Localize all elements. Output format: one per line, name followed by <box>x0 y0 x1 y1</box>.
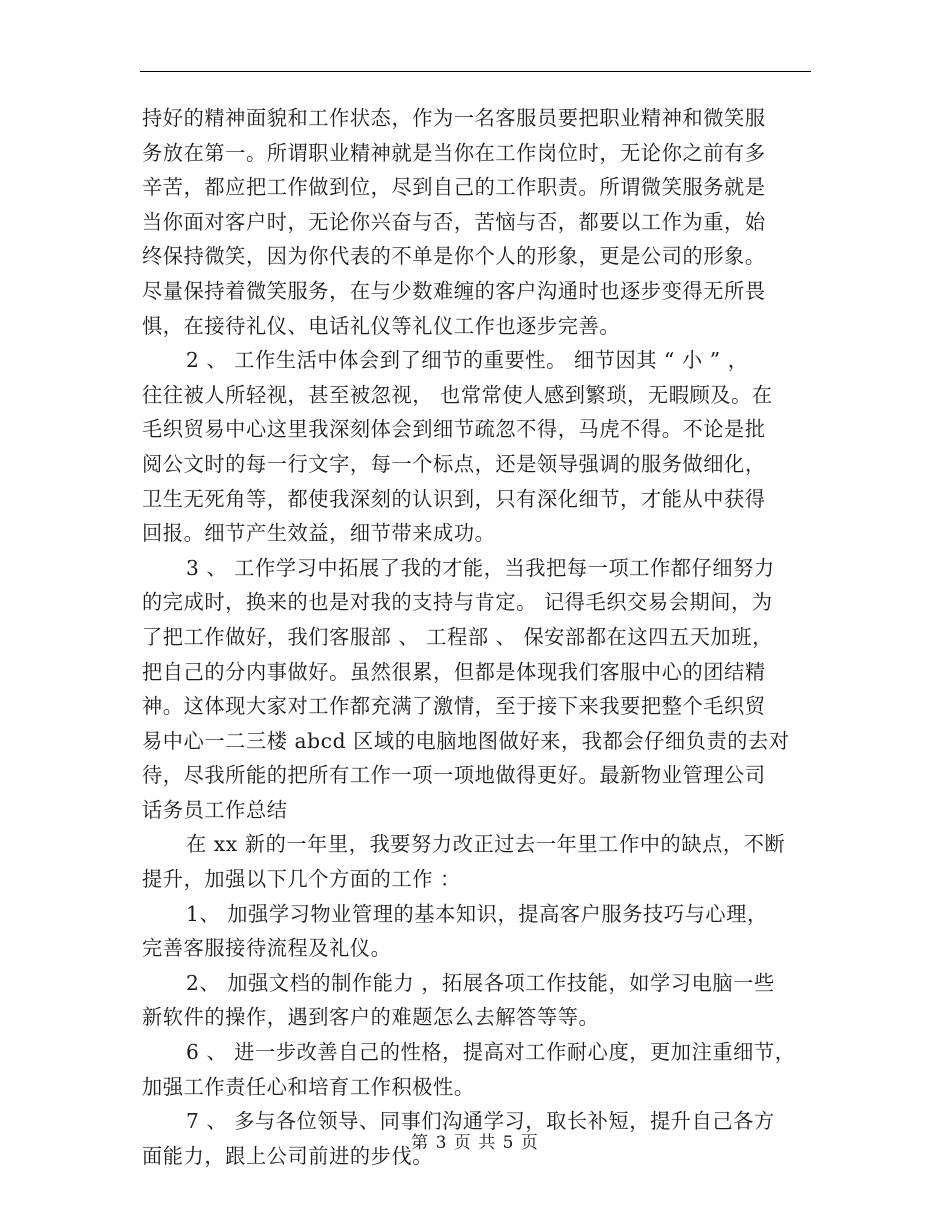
text-line: 待，尽我所能的把所有工作一项一项地做得更好。最新物业管理公司 <box>142 763 766 788</box>
header-rule <box>140 71 811 72</box>
text-line: 把自己的分内事做好。虽然很累，但都是体现我们客服中心的团结精 <box>142 659 766 684</box>
text-line: 新软件的操作，遇到客户的难题怎么去解答等等。 <box>142 1005 600 1030</box>
text-line: 卫生无死角等，都使我深刻的认识到，只有深化细节，才能从中获得 <box>142 486 766 511</box>
paragraph-start-line: 在 xx 新的一年里，我要努力改正过去一年里工作中的缺点，不断 <box>186 832 786 857</box>
paragraph-start-line: 6 、 进一步改善自己的性格，提高对工作耐心度，更加注重细节， <box>186 1040 796 1065</box>
text-line: 易中心一二三楼 abcd 区域的电脑地图做好来，我都会仔细负责的去对 <box>142 728 790 753</box>
text-line: 尽量保持着微笑服务，在与少数难缠的客户沟通时也逐步变得无所畏 <box>142 278 766 303</box>
page-footer: 第 3 页 共 5 页 <box>411 1133 539 1153</box>
text-line: 完善客服接待流程及礼仪。 <box>142 936 392 961</box>
text-line: 回报。细节产生效益，细节带来成功。 <box>142 521 496 546</box>
text-line: 往往被人所轻视，甚至被忽视， 也常常使人感到繁琐，无暇顾及。在 <box>142 382 773 407</box>
text-line: 加强工作责任心和培育工作积极性。 <box>142 1074 475 1099</box>
text-line: 神。这体现大家对工作都充满了激情，至于接下来我要把整个毛织贸 <box>142 694 766 719</box>
text-line: 阅公文时的每一行文字，每一个标点，还是领导强调的服务做细化， <box>142 451 766 476</box>
text-line: 的完成时，换来的也是对我的支持与肯定。 记得毛织交易会期间，为 <box>142 590 773 615</box>
text-line: 持好的精神面貌和工作状态，作为一名客服员要把职业精神和微笑服 <box>142 106 766 130</box>
text-line: 辛苦，都应把工作做到位，尽到自己的工作职责。所谓微笑服务就是 <box>142 175 766 200</box>
text-line: 了把工作做好，我们客服部 、 工程部 、 保安部都在这四五天加班， <box>142 624 773 649</box>
paragraph-start-line: 7 、 多与各位领导、同事们沟通学习，取长补短，提升自己各方 <box>186 1109 775 1134</box>
text-line: 提升，加强以下几个方面的工作 ： <box>142 867 461 892</box>
text-line: 面能力，跟上公司前进的步伐。 <box>142 1143 434 1168</box>
text-line: 惧，在接待礼仪、电话礼仪等礼仪工作也逐步完善。 <box>142 313 621 338</box>
paragraph-start-line: 2、 加强文档的制作能力 ，拓展各项工作技能，如学习电脑一些 <box>186 970 775 995</box>
document-body <box>142 101 814 1173</box>
text-line: 务放在第一。所谓职业精神就是当你在工作岗位时，无论你之前有多 <box>142 140 766 165</box>
text-line: 当你面对客户时，无论你兴奋与否，苦恼与否，都要以工作为重，始 <box>142 209 766 234</box>
paragraph-start-line: 2 、 工作生活中体会到了细节的重要性。 细节因其 “ 小 ” ， <box>186 348 749 373</box>
text-line: 毛织贸易中心这里我深刻体会到细节疏忽不得，马虎不得。不论是批 <box>142 417 766 442</box>
paragraph-start-line: 1、 加强学习物业管理的基本知识，提高客户服务技巧与心理， <box>186 901 768 926</box>
text-line: 终保持微笑，因为你代表的不单是你个人的形象，更是公司的形象。 <box>142 244 766 269</box>
paragraph-start-line: 3 、 工作学习中拓展了我的才能，当我把每一项工作都仔细努力 <box>186 555 775 580</box>
text-line: 话务员工作总结 <box>142 797 288 822</box>
